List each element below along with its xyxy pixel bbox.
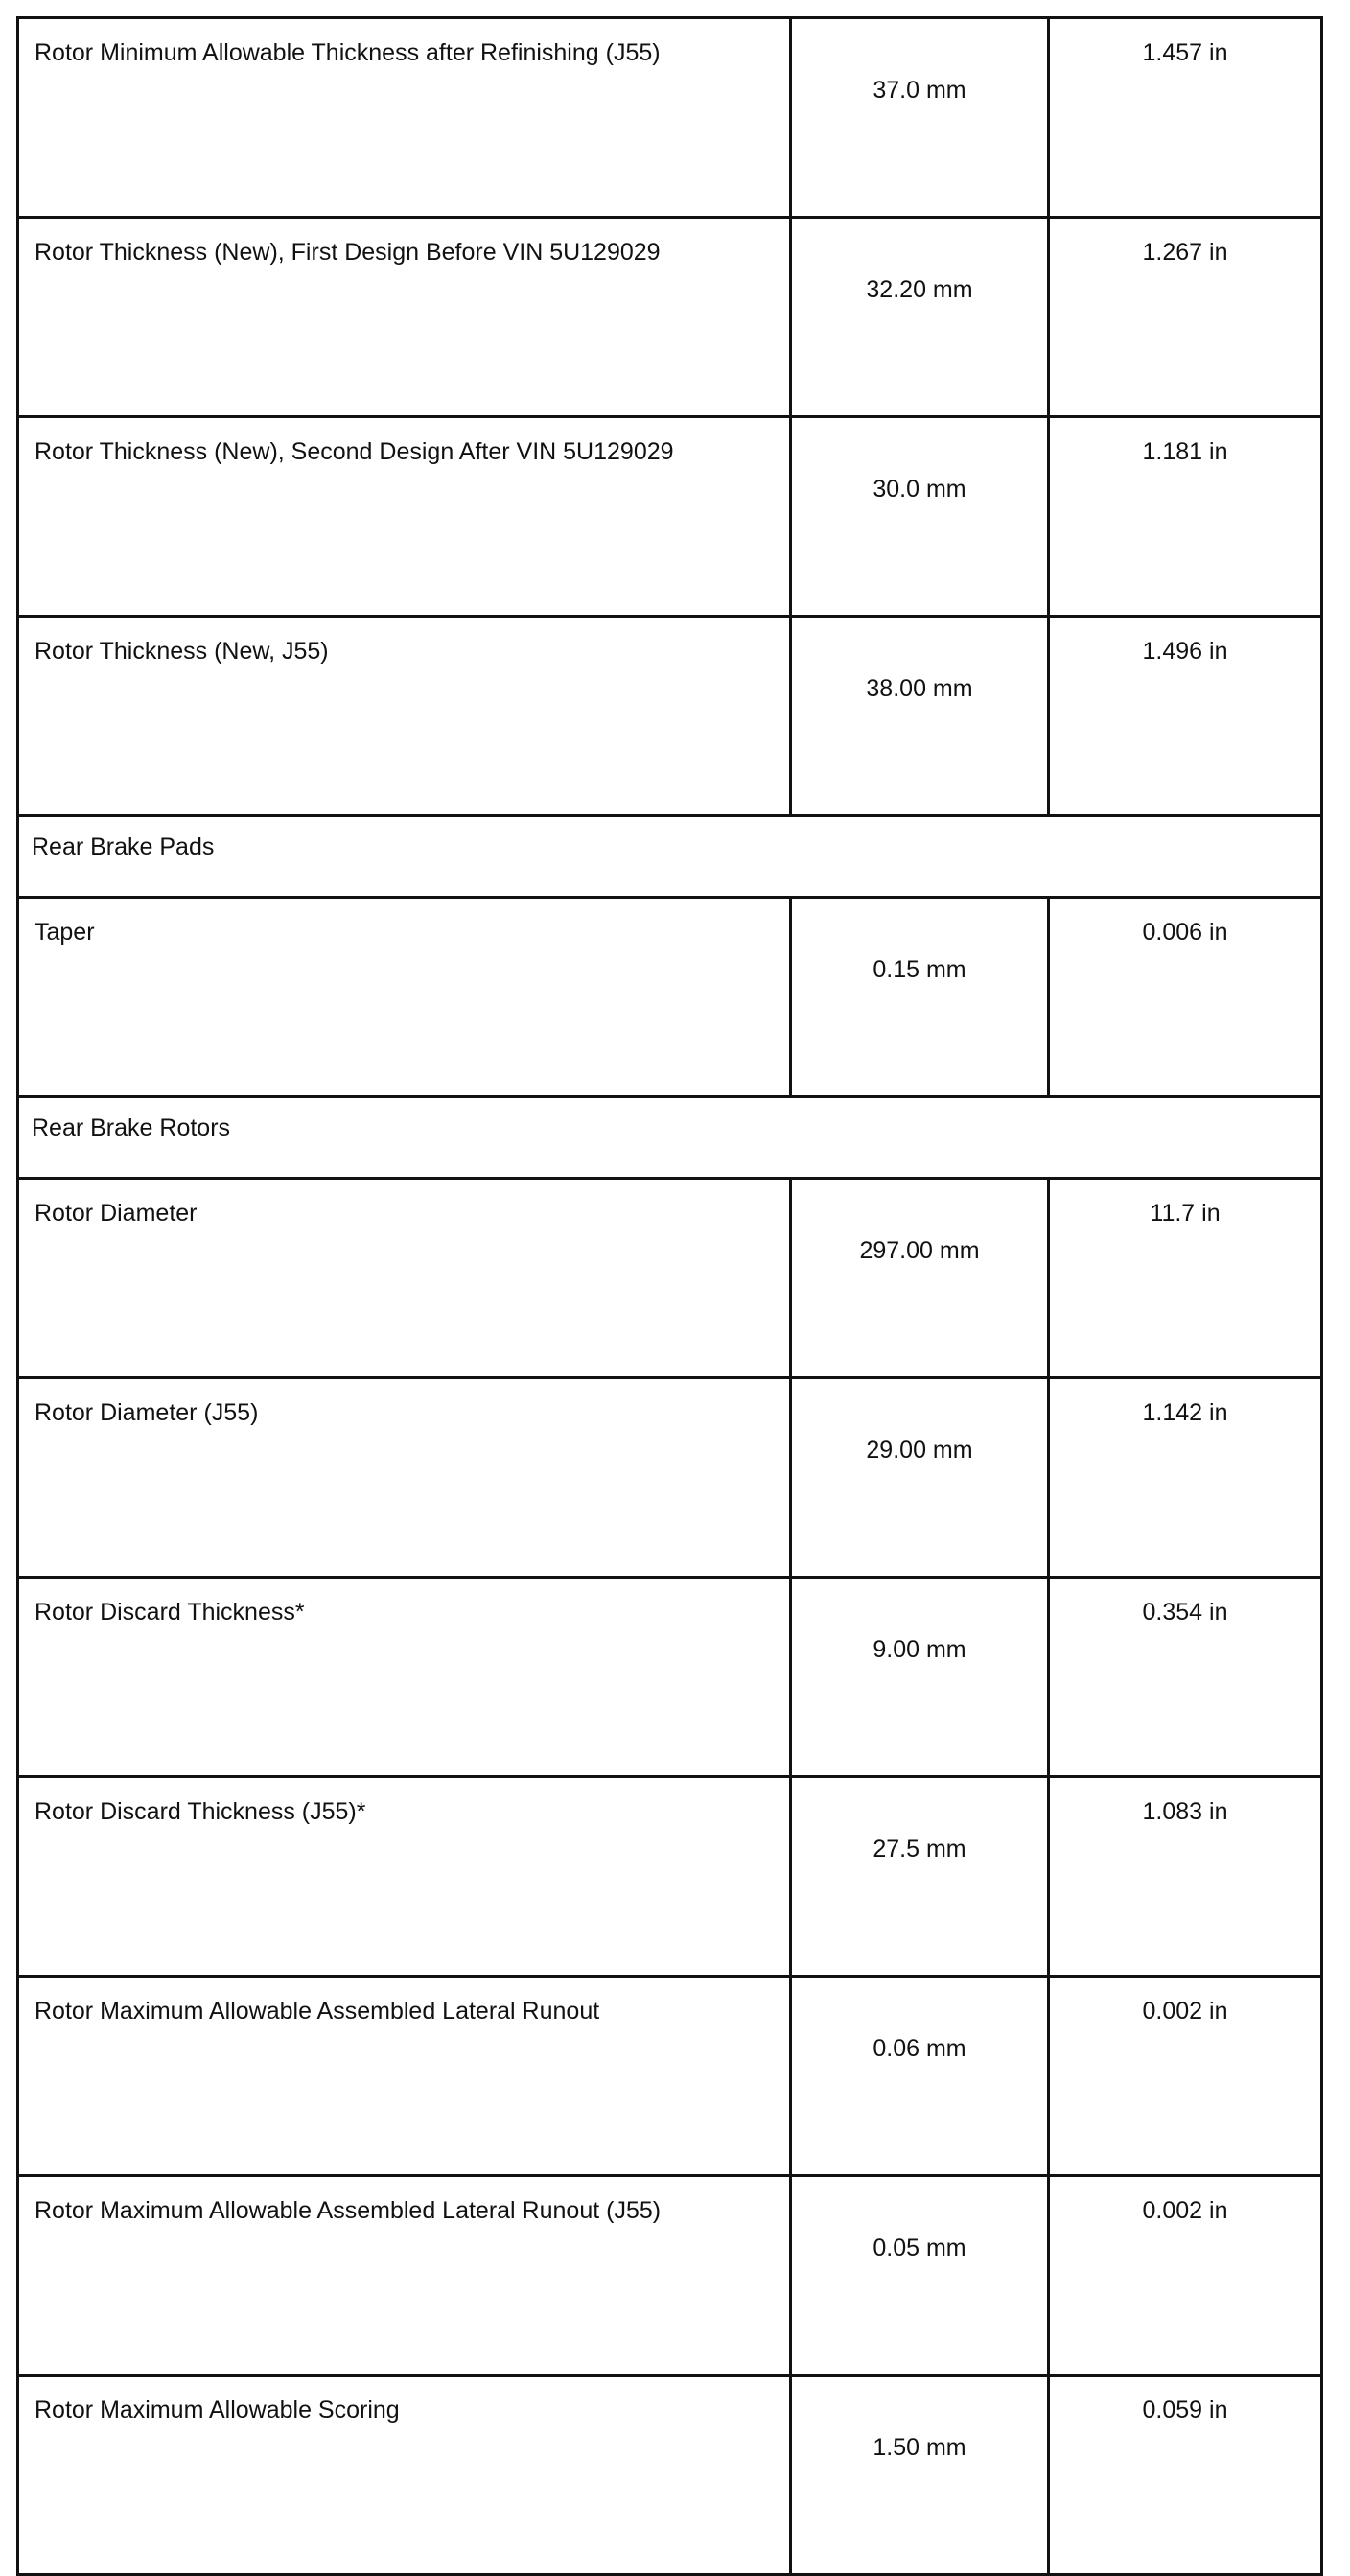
spec-description: Rotor Maximum Allowable Assembled Lateral Runout (18, 1977, 791, 2176)
spec-english-value: 0.006 in (1049, 898, 1322, 1097)
spec-description: Rotor Discard Thickness* (18, 1578, 791, 1777)
spec-metric-value: 37.0 mm (791, 18, 1049, 218)
section-title: Rear Brake Rotors (18, 1097, 1322, 1179)
spec-description: Rotor Minimum Allowable Thickness after Refinishing (J55) (18, 18, 791, 218)
spec-description: Rotor Diameter (18, 1179, 791, 1378)
spec-metric-value: 9.00 mm (791, 1578, 1049, 1777)
spec-description: Rotor Thickness (New), Second Design After VIN 5U129029 (18, 417, 791, 617)
table-row (18, 1378, 1322, 1578)
spec-english-value: 0.002 in (1049, 2176, 1322, 2376)
specifications-table (16, 16, 1323, 2576)
spec-metric-value: 1.50 mm (791, 2376, 1049, 2575)
spec-english-value: 11.7 in (1049, 1179, 1322, 1378)
spec-metric-value: 27.5 mm (791, 1777, 1049, 1977)
table-row (18, 18, 1322, 218)
spec-english-value: 1.083 in (1049, 1777, 1322, 1977)
spec-description: Rotor Maximum Allowable Scoring (18, 2376, 791, 2575)
table-row (18, 1578, 1322, 1777)
table-row (18, 417, 1322, 617)
spec-metric-value: 32.20 mm (791, 218, 1049, 417)
spec-metric-value: 297.00 mm (791, 1179, 1049, 1378)
table-row (18, 898, 1322, 1097)
spec-english-value: 0.059 in (1049, 2376, 1322, 2575)
spec-description: Rotor Maximum Allowable Assembled Lateral Runout (J55) (18, 2176, 791, 2376)
spec-metric-value: 0.06 mm (791, 1977, 1049, 2176)
table-row (18, 218, 1322, 417)
table-row (18, 617, 1322, 816)
spec-metric-value: 0.15 mm (791, 898, 1049, 1097)
table-row (18, 1977, 1322, 2176)
spec-metric-value: 38.00 mm (791, 617, 1049, 816)
spec-description: Rotor Thickness (New), First Design Before VIN 5U129029 (18, 218, 791, 417)
spec-english-value: 1.267 in (1049, 218, 1322, 417)
section-title: Rear Brake Pads (18, 816, 1322, 898)
spec-english-value: 1.181 in (1049, 417, 1322, 617)
spec-description: Rotor Thickness (New, J55) (18, 617, 791, 816)
spec-english-value: 1.496 in (1049, 617, 1322, 816)
spec-english-value: 0.354 in (1049, 1578, 1322, 1777)
table-row (18, 2376, 1322, 2575)
section-header-row (18, 816, 1322, 898)
specifications-table-body (18, 18, 1322, 2575)
spec-english-value: 1.457 in (1049, 18, 1322, 218)
spec-description: Rotor Discard Thickness (J55)* (18, 1777, 791, 1977)
table-row (18, 1777, 1322, 1977)
spec-description: Rotor Diameter (J55) (18, 1378, 791, 1578)
spec-metric-value: 29.00 mm (791, 1378, 1049, 1578)
section-header-row (18, 1097, 1322, 1179)
spec-english-value: 0.002 in (1049, 1977, 1322, 2176)
table-row (18, 1179, 1322, 1378)
spec-metric-value: 0.05 mm (791, 2176, 1049, 2376)
spec-description: Taper (18, 898, 791, 1097)
spec-metric-value: 30.0 mm (791, 417, 1049, 617)
spec-english-value: 1.142 in (1049, 1378, 1322, 1578)
table-row (18, 2176, 1322, 2376)
